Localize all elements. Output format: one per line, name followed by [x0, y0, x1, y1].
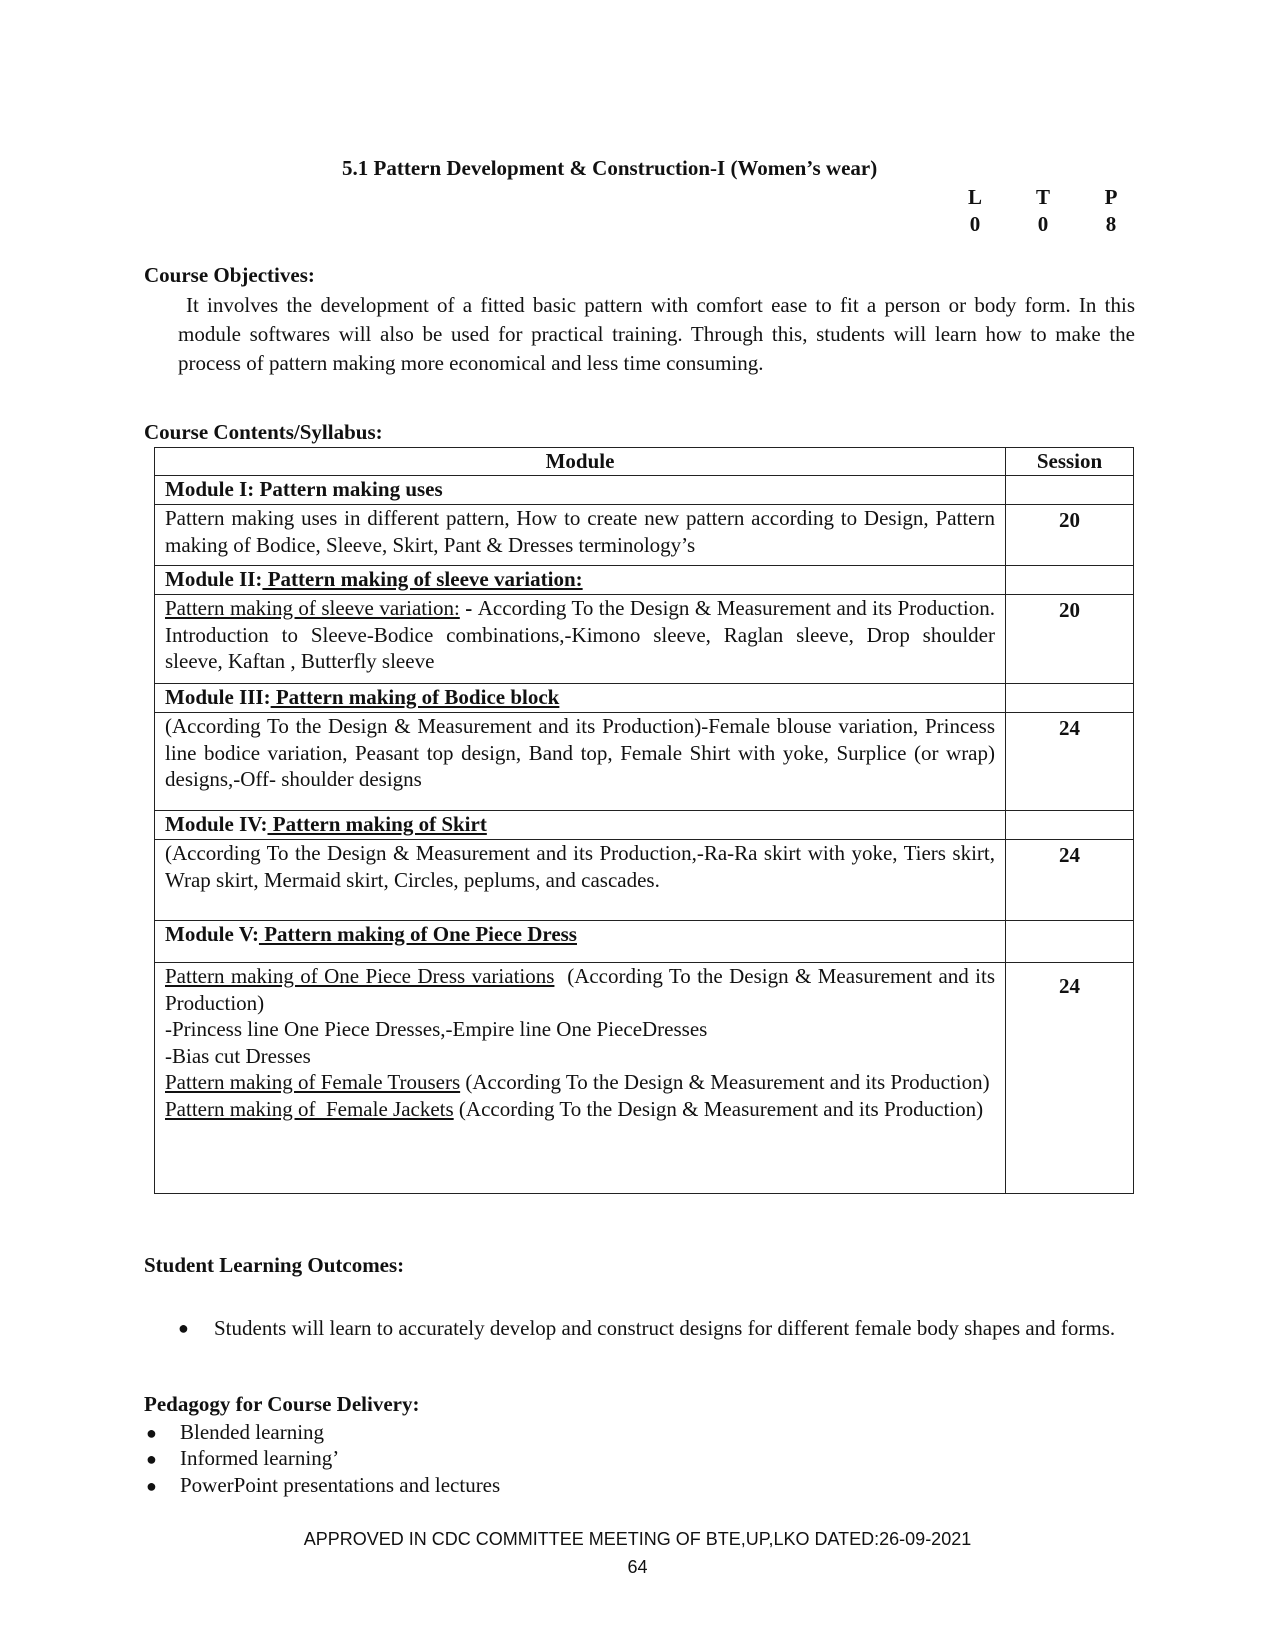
- module-5-content: [155, 963, 1006, 1194]
- module-4-label: Module IV:: [165, 812, 268, 836]
- module-5-session: 24: [1006, 963, 1134, 1194]
- module-2-session: 20: [1006, 595, 1134, 684]
- module-2-dash: -: [459, 596, 478, 620]
- module-5-line-5: [165, 1096, 995, 1123]
- module-5-line-4-text: (According To the Design & Measurement and its Production): [460, 1070, 990, 1094]
- module-1-content-row: [155, 505, 1134, 566]
- module-4-title-row: [155, 811, 1134, 840]
- module-1-label: Module I: Pattern making uses: [165, 477, 443, 501]
- module-3-title-row: [155, 684, 1134, 713]
- module-4-title-session: [1006, 811, 1134, 840]
- module-5-line-2: -Princess line One Piece Dresses,-Empire line One PieceDresses: [165, 1017, 708, 1041]
- module-2-title-text: Pattern making of sleeve variation:: [262, 567, 583, 591]
- table-header-row: [155, 448, 1134, 476]
- module-5-label: Module V:: [165, 922, 259, 946]
- bullet-icon: ●: [146, 1423, 157, 1443]
- module-3-session: 24: [1006, 713, 1134, 811]
- module-1-session: 20: [1006, 505, 1134, 566]
- ltp-p-value: 8: [1105, 212, 1117, 236]
- ltp-t-label: T: [1035, 185, 1050, 209]
- page-title: 5.1 Pattern Development & Construction-I (Women’s wear): [342, 156, 878, 180]
- ltp-l-value: 0: [969, 212, 981, 236]
- session-column-header: Session: [1006, 448, 1134, 476]
- ltp-l-label: L: [967, 185, 982, 209]
- bullet-icon: ●: [146, 1449, 157, 1469]
- bullet-icon: ●: [178, 1318, 189, 1338]
- module-5-title-text: Pattern making of One Piece Dress: [258, 922, 577, 946]
- module-2-content-text: According To the Design & Measurement and its Production. Introduction to Sleeve-Bodice combinations,-Kimono sleeve, Raglan sleeve, Drop shoulder sleeve, Kaftan , Butterfly sleeve: [165, 596, 995, 673]
- module-1-content: Pattern making uses in different pattern, How to create new pattern according to Design, Pattern making of Bodice, Sleeve, Skirt, Pant & Dresses terminology’s: [155, 505, 1006, 566]
- module-column-header: Module: [155, 448, 1006, 476]
- module-4-title-text: Pattern making of Skirt: [267, 812, 487, 836]
- module-5-title-row: [155, 921, 1134, 963]
- module-4-title: [155, 811, 1006, 840]
- module-5-line-3: -Bias cut Dresses: [165, 1043, 311, 1068]
- module-5-line-1-text: (According To the Design & Measurement and its Production): [165, 964, 1001, 1015]
- module-2-content-row: [155, 595, 1134, 684]
- module-3-title: [155, 684, 1006, 713]
- ltp-t-value: 0: [1037, 212, 1049, 236]
- module-3-content: (According To the Design & Measurement and its Production)-Female blouse variation, Princess line bodice variation, Peasant top design, Band top, Female Shirt with yoke, Surplice (or wrap) designs,-Off- shoulder designs: [155, 713, 1006, 811]
- module-1-title-session: [1006, 476, 1134, 505]
- module-2-label: Module II:: [165, 567, 263, 591]
- module-4-content: (According To the Design & Measurement and its Production,-Ra-Ra skirt with yoke, Tiers skirt, Wrap skirt, Mermaid skirt, Circles, peplums, and cascades.: [155, 840, 1006, 921]
- bullet-icon: ●: [146, 1476, 157, 1496]
- module-2-title-session: [1006, 566, 1134, 595]
- outcomes-heading: Student Learning Outcomes:: [144, 1253, 405, 1277]
- pedagogy-heading: Pedagogy for Course Delivery:: [144, 1392, 420, 1416]
- module-1-title-row: [155, 476, 1134, 505]
- module-5-title-session: [1006, 921, 1134, 963]
- page-number: 64: [627, 1557, 648, 1577]
- module-5-title: [155, 921, 1006, 963]
- module-2-title: [155, 566, 1006, 595]
- objectives-heading: Course Objectives:: [144, 263, 315, 287]
- module-2-content-link: Pattern making of sleeve variation:: [165, 596, 460, 620]
- module-2-content: [155, 595, 1006, 684]
- module-5-line-5-text: (According To the Design & Measurement and its Production): [453, 1096, 984, 1121]
- module-5-content-row: [155, 963, 1134, 1194]
- module-4-session: 24: [1006, 840, 1134, 921]
- syllabus-table: [154, 447, 1134, 1194]
- objectives-text: It involves the development of a fitted basic pattern with comfort ease to fit a person or body form. In this module softwares will also be used for practical training. Through this, students will learn how to make the process of pattern making more economical and less time consuming.: [178, 293, 1135, 375]
- module-5-line-1: [165, 963, 1001, 1016]
- module-2-title-row: [155, 566, 1134, 595]
- pedagogy-item: PowerPoint presentations and lectures: [180, 1473, 501, 1497]
- syllabus-heading: Course Contents/Syllabus:: [144, 420, 383, 444]
- approval-footer: APPROVED IN CDC COMMITTEE MEETING OF BTE,UP,LKO DATED:26-09-2021: [303, 1529, 972, 1549]
- module-5-line-4-title: Pattern making of Female Trousers: [165, 1070, 461, 1094]
- module-5-line-1-title: Pattern making of One Piece Dress variations: [165, 964, 555, 988]
- module-3-title-text: Pattern making of Bodice block: [270, 685, 560, 709]
- ltp-p-label: P: [1104, 185, 1118, 209]
- outcome-item: Students will learn to accurately develop and construct designs for different female body shapes and forms.: [214, 1316, 1116, 1340]
- pedagogy-item: Blended learning: [180, 1420, 325, 1444]
- module-3-label: Module III:: [165, 685, 271, 709]
- pedagogy-item: Informed learning’: [180, 1446, 340, 1470]
- module-4-content-row: [155, 840, 1134, 921]
- module-5-line-5-title: Pattern making of Female Jackets: [165, 1096, 454, 1121]
- module-3-title-session: [1006, 684, 1134, 713]
- module-5-line-4: [165, 1069, 995, 1096]
- module-3-content-row: [155, 713, 1134, 811]
- module-1-title: [155, 476, 1006, 505]
